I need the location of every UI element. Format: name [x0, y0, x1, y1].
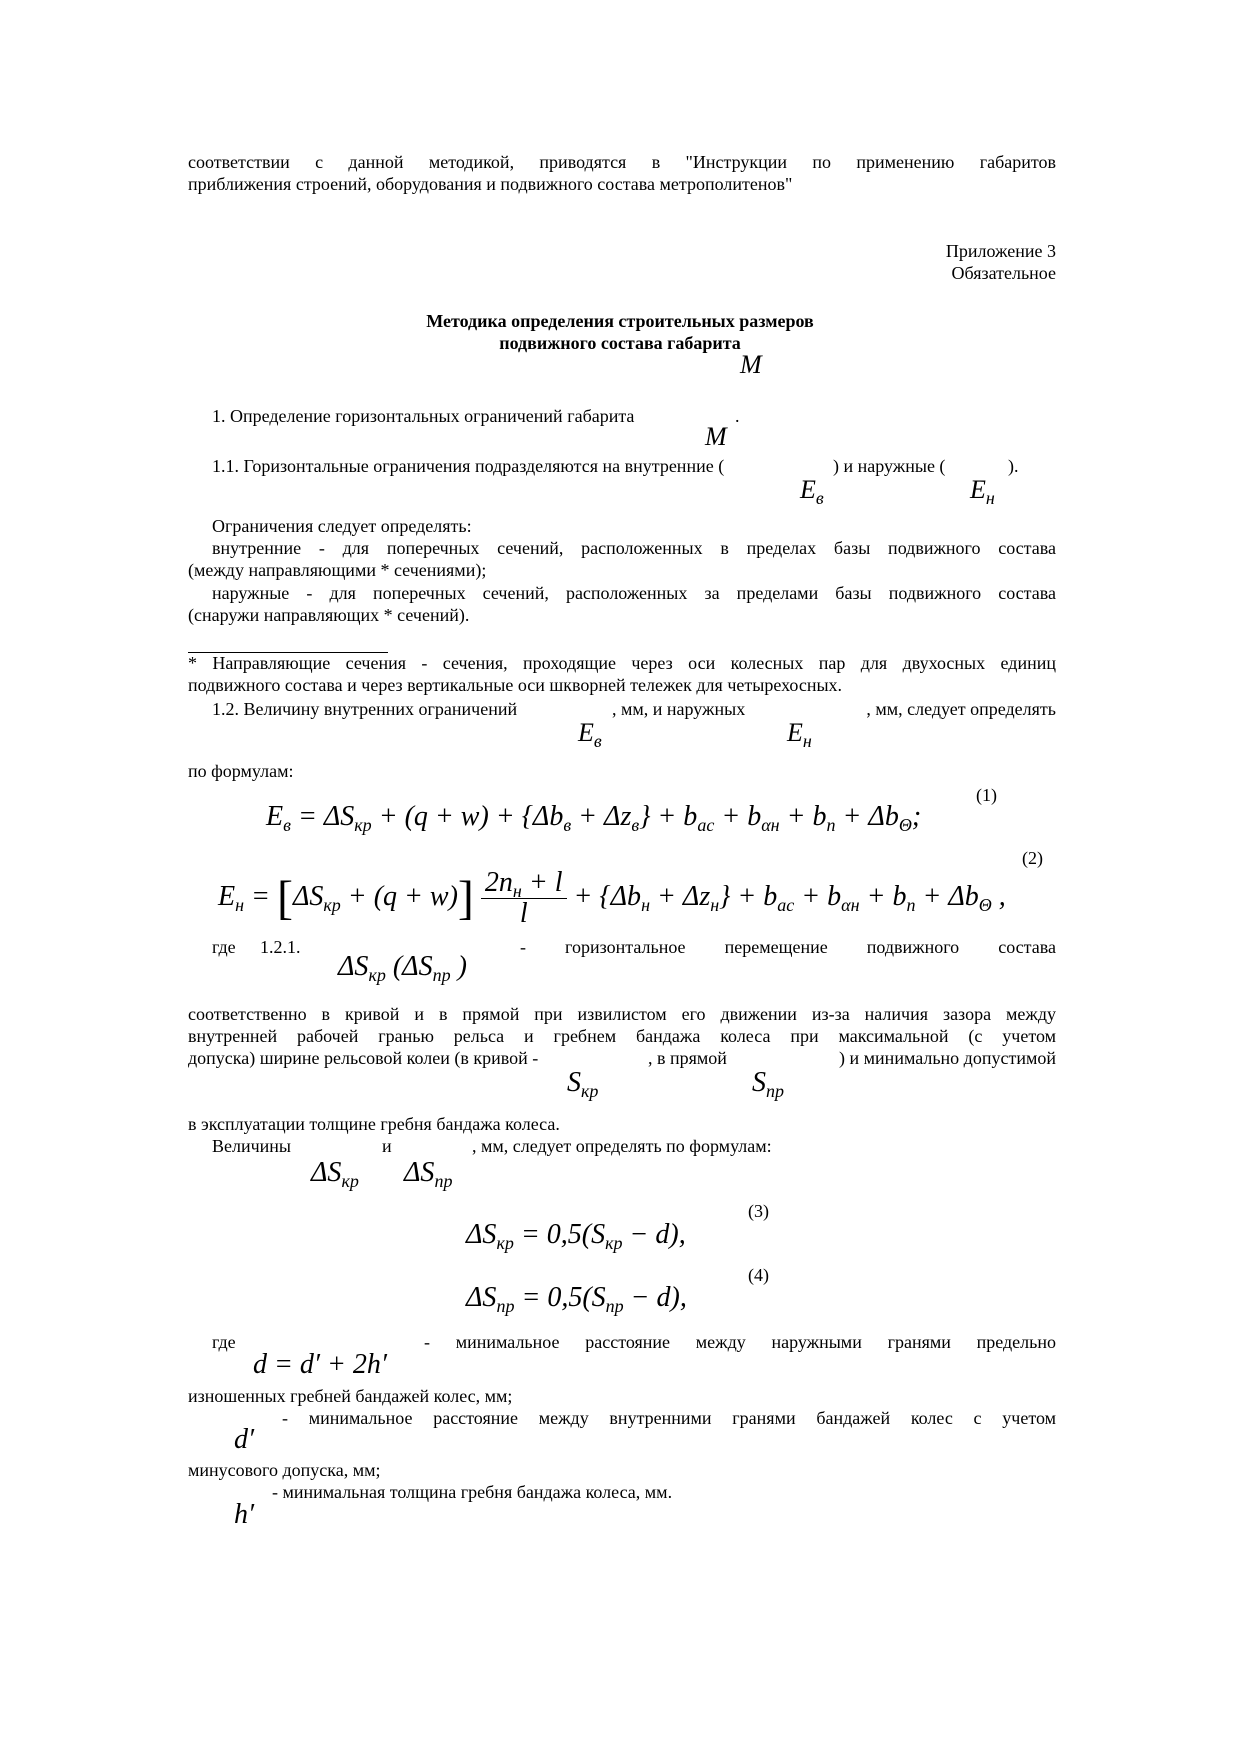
section1-heading-end: . — [735, 406, 740, 426]
definition-d-symbol: d = d′ + 2h′ — [253, 1349, 388, 1380]
restrictions-inner-1: внутренние - для поперечных сечений, расположенных в пределах базы подвижного состава — [212, 538, 1056, 558]
appendix-label: Приложение 3 — [945, 241, 1056, 261]
section1-2-1-text-a: - горизонтальное перемещение подвижного состава — [520, 937, 1056, 957]
values-text-c: , мм, следует определять по формулам: — [472, 1136, 772, 1156]
footnote-line-2: подвижного состава и через вертикальные оси шкворней тележек для четырехосных. — [188, 675, 843, 695]
formula2-rest: + $\{\Delta b_н + \Delta z_н\} + b_{ас} + b_{\alpha н} + b_п + \Delta b_\Theta$ , — [573, 880, 1006, 915]
values-text-b: и — [382, 1136, 392, 1156]
definition-dp-symbol: d′ — [234, 1424, 255, 1455]
section1-2-1-line-4a: допуска) ширине рельсовой колеи (в кривой - — [188, 1048, 539, 1068]
formula2-numerator: $2n_н + l$ — [481, 868, 567, 899]
definitions-where: где — [212, 1332, 236, 1352]
section1-symbol: М — [705, 422, 727, 451]
section1-heading: 1. Определение горизонтальных ограничений габарита — [212, 406, 635, 426]
intro-line-2: приближения строений, оборудования и подвижного состава метрополитенов" — [188, 174, 793, 194]
formula2-fraction — [481, 868, 567, 929]
definition-hp-symbol: h′ — [234, 1499, 255, 1530]
formula2 — [218, 868, 1006, 929]
section1-2-1-line-4b: , в прямой — [648, 1048, 727, 1068]
formula1-number: (1) — [976, 785, 997, 805]
values-text-a: Величины — [212, 1136, 292, 1156]
section1-2-1-symbol: $\Delta S_{кр}$ ($\Delta S_{пр}$ ) — [338, 951, 467, 985]
symbol-s-curve: $S_{кр}$ — [567, 1067, 599, 1101]
section1-1-text-b: ) и наружные ( — [833, 456, 946, 476]
definition-d-text-b: изношенных гребней бандажей колес, мм; — [188, 1386, 513, 1406]
restrictions-outer-2: (снаружи направляющих * сечений). — [188, 605, 470, 625]
section1-2-1-line-5: в эксплуатации толщине гребня бандажа колеса. — [188, 1114, 560, 1134]
symbol-e-inner-2: $E_в$ — [578, 718, 602, 751]
section1-2-1-line-3: внутренней рабочей гранью рельса и гребнем бандажа колеса при максимальной (с учетом — [188, 1026, 1056, 1046]
formula3-number: (3) — [748, 1201, 769, 1221]
section1-2-text-c: , мм, следует определять — [866, 699, 1056, 719]
title-line-1: Методика определения строительных размеров — [426, 311, 814, 331]
symbol-e-outer: $E_н$ — [970, 475, 995, 508]
formula2-bracket: $\Delta S_{кр} + (q + w)$ — [292, 880, 458, 915]
restrictions-inner-2: (между направляющими * сечениями); — [188, 560, 487, 580]
values-symbol-a: $\Delta S_{кр}$ — [311, 1157, 359, 1191]
section1-2-text-b: , мм, и наружных — [612, 699, 746, 719]
section1-1-text-c: ). — [1008, 456, 1019, 476]
title-line-2: подвижного состава габарита — [499, 333, 741, 353]
section1-2-1-where: где — [212, 937, 236, 957]
symbol-e-outer-2: $E_н$ — [787, 718, 812, 751]
section1-2-1-line-2: соответственно в кривой и в прямой при извилистом его движении из-за наличия зазора между — [188, 1004, 1056, 1024]
formula1: $E_в = \Delta S_{кр} + (q + w) + \{\Delta b_в + \Delta z_в\} + b_{ас} + b_{\alpha н} + b_п + \Delta b_\Theta$; — [266, 801, 922, 835]
title-symbol: М — [740, 350, 762, 379]
definition-dp-text-a: - минимальное расстояние между внутренними гранями бандажей колес с учетом — [282, 1408, 1056, 1428]
section1-2-text-d: по формулам: — [188, 761, 294, 781]
values-symbol-b: $\Delta S_{пр}$ — [404, 1157, 453, 1191]
section1-2-1-line-4c: ) и минимально допустимой — [839, 1048, 1056, 1068]
footnote-line-1: * Направляющие сечения - сечения, проходящие через оси колесных пар для двухосных единиц — [188, 653, 1056, 673]
definition-d-text-a: - минимальное расстояние между наружными гранями предельно — [424, 1332, 1056, 1352]
formula2-bracket-left: [ — [276, 871, 293, 925]
appendix-status: Обязательное — [951, 263, 1056, 283]
symbol-s-straight: $S_{пр}$ — [752, 1067, 784, 1101]
formula3: $\Delta S_{кр} = 0,5(S_{кр} - d)$, — [466, 1219, 686, 1253]
formula2-number: (2) — [1022, 848, 1043, 868]
definition-dp-text-b: минусового допуска, мм; — [188, 1460, 381, 1480]
formula2-denominator: l — [519, 898, 528, 929]
section1-2-text-a: 1.2. Величину внутренних ограничений — [212, 699, 518, 719]
formula4-number: (4) — [748, 1265, 769, 1285]
symbol-e-inner: $E_в$ — [800, 475, 824, 508]
intro-line-1: соответствии с данной методикой, приводятся в "Инструкции по применению габаритов — [188, 152, 1056, 172]
formula2-bracket-right: ] — [457, 871, 474, 925]
section1-1-text-a: 1.1. Горизонтальные ограничения подразделяются на внутренние ( — [212, 456, 725, 476]
section1-2-1-number: 1.2.1. — [260, 937, 301, 957]
restrictions-outer-1: наружные - для поперечных сечений, расположенных за пределами базы подвижного состава — [212, 583, 1056, 603]
restrictions-intro: Ограничения следует определять: — [212, 516, 472, 536]
formula4: $\Delta S_{пр} = 0,5(S_{пр} - d)$, — [466, 1282, 687, 1316]
definition-hp-text: - минимальная толщина гребня бандажа колеса, мм. — [272, 1482, 673, 1502]
formula2-lhs: $E_н$ = — [218, 880, 270, 915]
